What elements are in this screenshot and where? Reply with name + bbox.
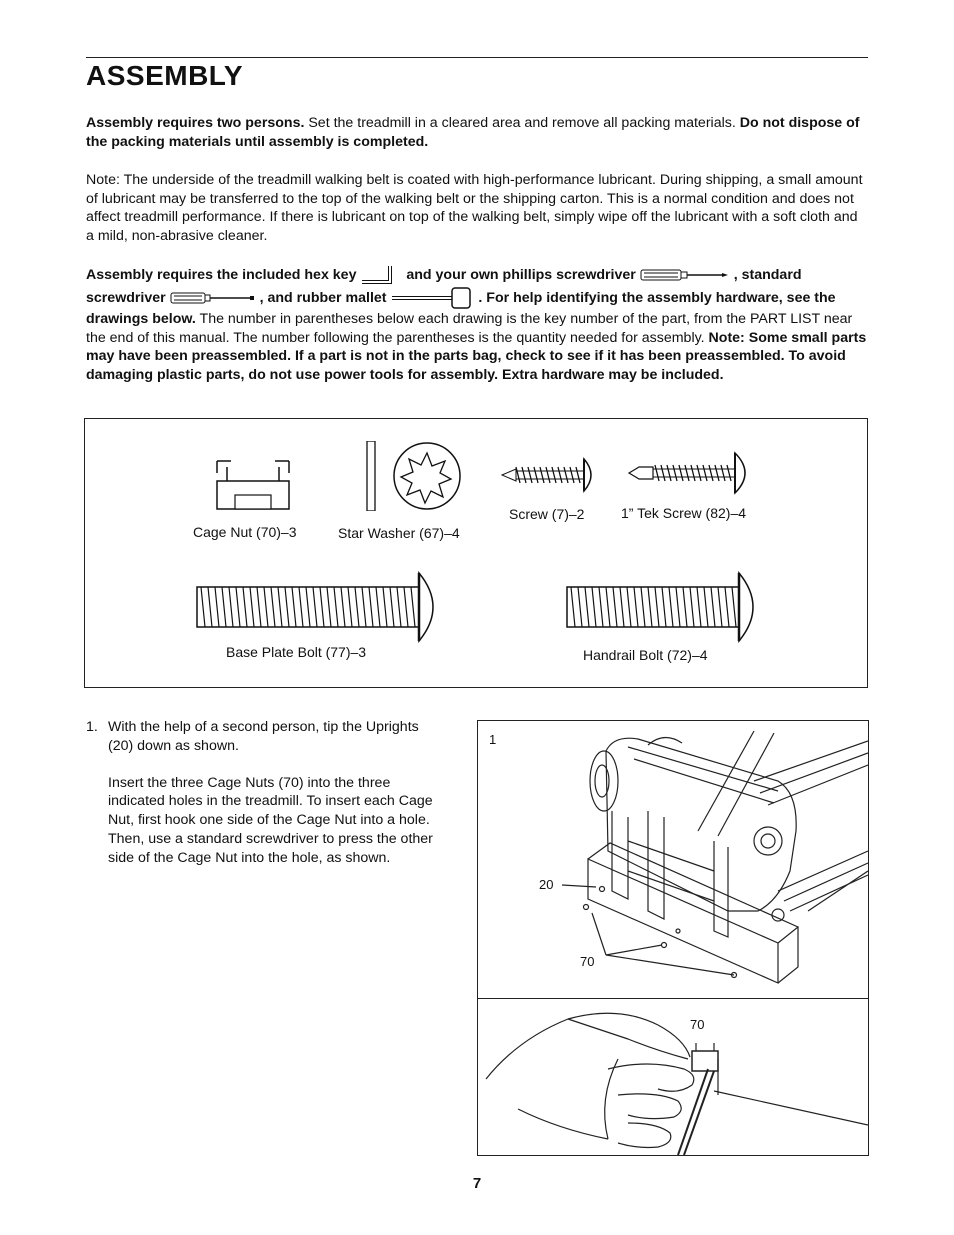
tek-screw-drawing xyxy=(627,451,757,495)
intro-bold-end: Do not dispose of the packing materials until assembly is completed. xyxy=(86,115,860,150)
step-1-paragraph-1: With the help of a second person, tip the Uprights (20) down as shown. xyxy=(108,719,419,754)
step-1-paragraph-2: Insert the three Cage Nuts (70) into the three indicated holes in the treadmill. To insert each Cage Nut, first hook one side of the Cage Nut into a hole. Then, use a standard screwdriver to press the other side of the Cage Nut into the hole, as shown. xyxy=(108,774,433,866)
tek-screw-label: 1” Tek Screw (82)–4 xyxy=(621,505,747,521)
rubber-mallet-icon xyxy=(390,286,474,310)
tools-text-6: The number in parentheses below each drawing is the key number of the part, from the PART LIST near the end of this manual. The number following the parentheses is the quantity needed for assembly. xyxy=(86,311,853,346)
handrail-bolt-drawing xyxy=(565,571,765,643)
step-1-instructions xyxy=(86,718,446,886)
note-paragraph: Note: The underside of the treadmill walking belt is coated with high-performance lubricant. During shipping, a small amount of lubricant may be transferred to the top of the walking belt or the shipping carton. This is a normal condition and does not affect treadmill performance. If there is lubricant on top of the walking belt, simply wipe off the lubricant with a soft cloth and a mild, non-abrasive cleaner. xyxy=(86,172,863,244)
hardware-identification-box xyxy=(84,418,868,688)
cage-nut-label: Cage Nut (70)–3 xyxy=(193,524,297,540)
tools-text-7: Note: Some small parts may have been preassembled. If a part is not in the parts bag, check to see if it has been preassembled. To avoid damaging plastic parts, do not use power tools for assembly. Extra hardware may be included. xyxy=(86,329,867,383)
tools-text-1: Assembly requires the included hex key xyxy=(86,266,357,283)
screw-label: Screw (7)–2 xyxy=(509,506,585,522)
handrail-bolt-label: Handrail Bolt (72)–4 xyxy=(583,647,708,663)
step-1-figure xyxy=(477,720,869,1156)
hex-key-icon xyxy=(360,264,402,286)
tools-text-3: , standard screwdriver xyxy=(86,266,802,306)
phillips-screwdriver-icon xyxy=(640,268,730,282)
hand-inserting-cage-nut-drawing xyxy=(478,999,868,1155)
figure-step-label: 1 xyxy=(489,732,497,747)
step-number: 1. xyxy=(86,719,98,735)
base-plate-bolt-drawing xyxy=(195,571,445,643)
star-washer-label: Star Washer (67)–4 xyxy=(338,525,460,541)
top-rule xyxy=(86,57,868,58)
page-number: 7 xyxy=(472,1175,482,1192)
callout-70-lower: 70 xyxy=(690,1017,705,1032)
screw-threads xyxy=(516,467,580,483)
intro-middle: Set the treadmill in a cleared area and remove all packing materials. xyxy=(304,115,740,131)
tools-paragraph xyxy=(86,264,868,384)
tools-text-4: , and rubber mallet xyxy=(259,289,387,306)
callout-70-upper: 70 xyxy=(580,954,595,969)
standard-screwdriver-icon xyxy=(170,291,256,305)
base-plate-bolt-label: Base Plate Bolt (77)–3 xyxy=(226,644,367,660)
tools-text-2: and your own phillips screwdriver xyxy=(406,266,636,283)
cage-nut-drawing xyxy=(213,459,293,515)
callout-20: 20 xyxy=(539,877,554,892)
star-washer-drawing xyxy=(361,441,461,511)
page-title: ASSEMBLY xyxy=(86,60,244,91)
screw-drawing xyxy=(500,457,600,493)
treadmill-upright-drawing xyxy=(478,721,868,997)
tools-text-5: . For help identifying the assembly hardware, see the drawings below. xyxy=(86,289,836,327)
intro-paragraph xyxy=(86,114,868,151)
intro-bold-start: Assembly requires two persons. xyxy=(86,115,305,131)
